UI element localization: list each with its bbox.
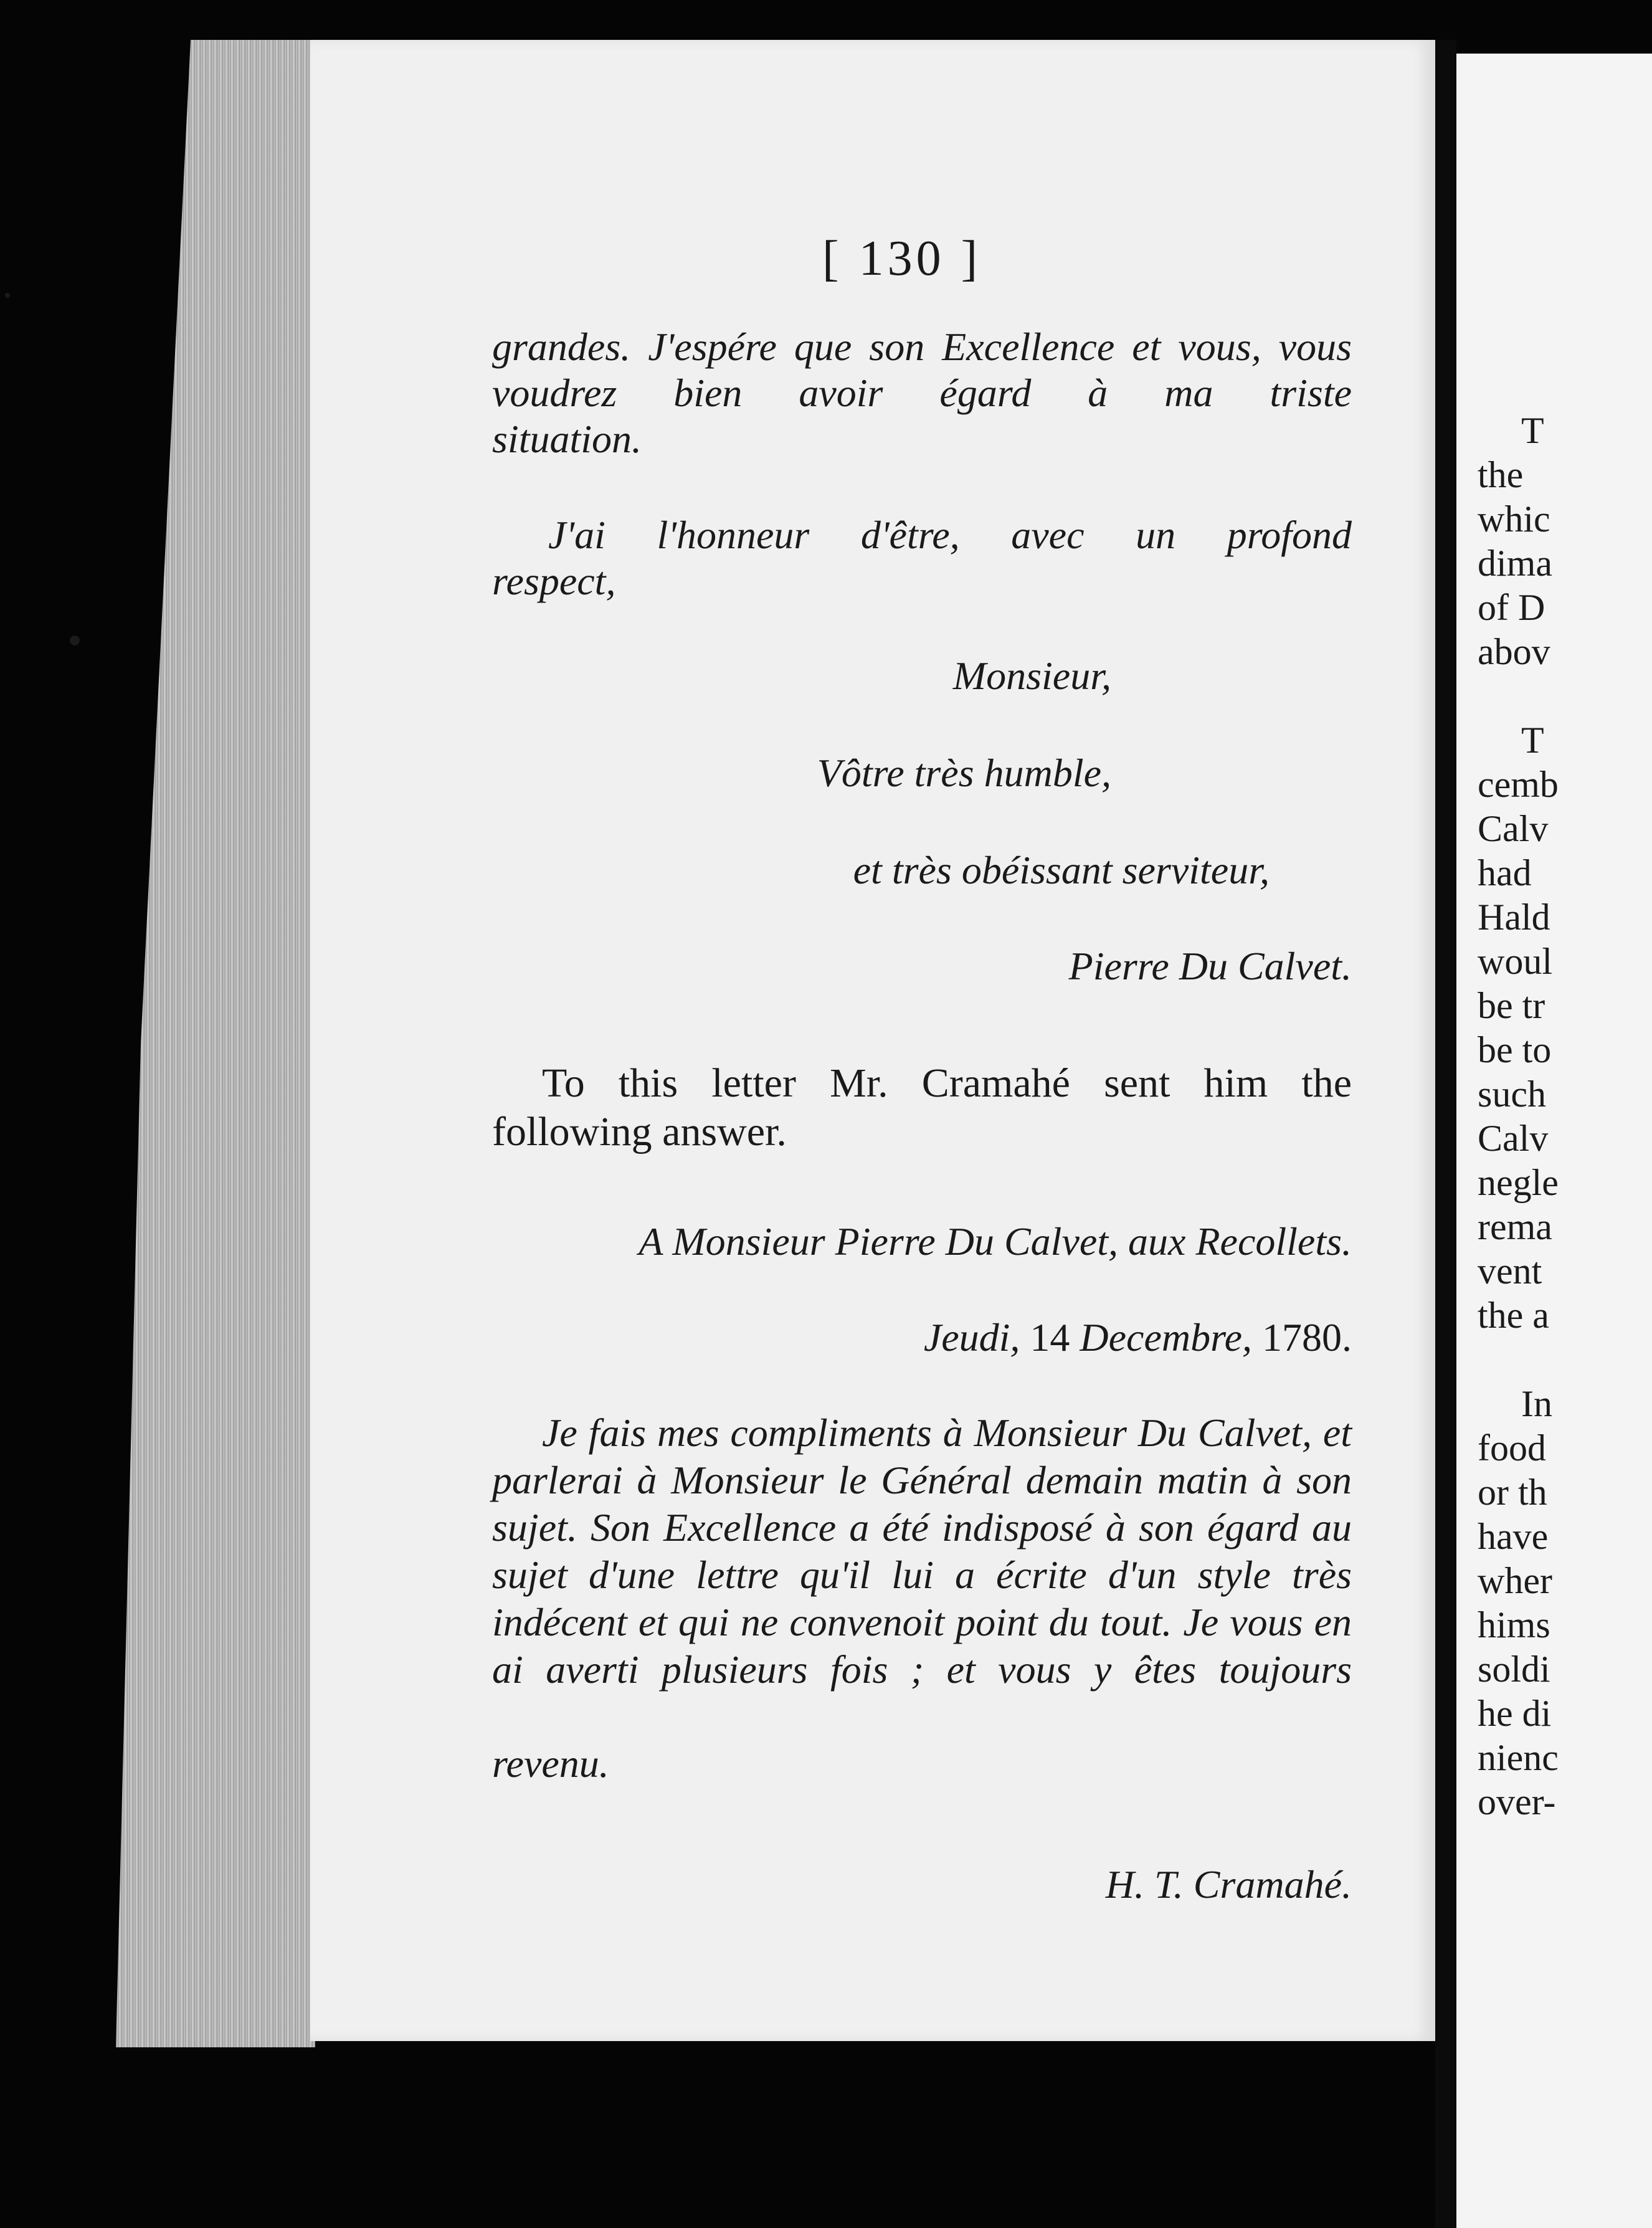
right-page-line: T (1521, 720, 1544, 761)
right-page-line (1478, 674, 1559, 718)
right-page-line: or th (1478, 1472, 1547, 1513)
narrative-paragraph: To this letter Mr. Cramahé sent him the following answer. (492, 1060, 1352, 1154)
letter-paragraph: grandes. J'espére que son Excellence et vous, vous voudrez bien avoir égard à ma triste (492, 325, 1352, 415)
right-page-text-fragments (1478, 409, 1559, 1824)
reply-date-num: 14 (1030, 1315, 1070, 1359)
reply-address: A Monsieur Pierre Du Calvet, aux Recollets. (638, 1219, 1352, 1264)
right-page-line: T (1521, 410, 1544, 451)
right-page-line: the (1478, 454, 1524, 495)
right-page-line (1478, 1338, 1559, 1382)
right-page (1456, 54, 1652, 2228)
right-page-line: the a (1478, 1295, 1549, 1336)
right-page-line: whic (1478, 498, 1550, 540)
right-page-line: had (1478, 852, 1532, 893)
right-page-line: Hald (1478, 897, 1550, 938)
right-page-line: Calv (1478, 1118, 1549, 1159)
reply-body-end: revenu. (492, 1741, 609, 1786)
reply-date-month: Decembre, (1080, 1315, 1252, 1359)
reply-date (924, 1315, 1352, 1361)
scan-speck (5, 293, 10, 298)
right-page-line: be to (1478, 1029, 1552, 1070)
right-page-line: wher (1478, 1560, 1552, 1601)
scan-speck (70, 636, 80, 645)
right-page-line: have (1478, 1516, 1549, 1557)
right-page-line: such (1478, 1074, 1546, 1115)
right-page-line: food (1478, 1427, 1546, 1469)
right-page-line: over- (1478, 1781, 1556, 1822)
right-page-line: he di (1478, 1693, 1552, 1734)
right-page-line: Calv (1478, 808, 1549, 849)
right-page-line: dima (1478, 543, 1552, 584)
letter-signature: Pierre Du Calvet. (1068, 944, 1352, 988)
book-gutter (1435, 40, 1456, 2228)
letter-valediction-2: et très obéissant serviteur, (853, 848, 1270, 892)
page-number: [ 130 ] (822, 231, 982, 286)
right-page-line: In (1521, 1383, 1552, 1424)
letter-closing-end: respect, (492, 559, 616, 603)
right-page-line: hims (1478, 1604, 1550, 1645)
right-page-line: be tr (1478, 985, 1545, 1026)
letter-closing: J'ai l'honneur d'être, avec un profond (548, 513, 1352, 557)
right-page-line: soldi (1478, 1649, 1550, 1690)
letter-paragraph-end: situation. (492, 417, 642, 461)
right-page-line: negle (1478, 1162, 1559, 1203)
right-page-line: cemb (1478, 764, 1559, 805)
right-page-line: rema (1478, 1206, 1552, 1247)
reply-body: Je fais mes compliments à Monsieur Du Calvet, et parlerai à Monsieur le Général demain matin à son sujet. Son Excellence a été indisposé à son égard au sujet d'une lettre qu'il lui a écrite d'un style très indécent et qui ne convenoit point du tout. Je vous en ai averti plusieurs fois ; et vous y êtes toujours (492, 1411, 1352, 1692)
right-page-line: abov (1478, 631, 1550, 672)
reply-signature: H. T. Cramahé. (1105, 1862, 1352, 1907)
right-page-line: vent (1478, 1250, 1542, 1292)
letter-valediction-1: Vôtre très humble, (817, 751, 1111, 795)
right-page-line: nienc (1478, 1737, 1559, 1778)
right-page-line: woul (1478, 941, 1552, 982)
reply-date-day: Jeudi, (923, 1315, 1020, 1359)
right-page-line: of D (1478, 587, 1545, 628)
book-page-edges (116, 40, 315, 2047)
letter-salutation: Monsieur, (952, 654, 1111, 698)
reply-date-year: 1780. (1262, 1315, 1352, 1359)
